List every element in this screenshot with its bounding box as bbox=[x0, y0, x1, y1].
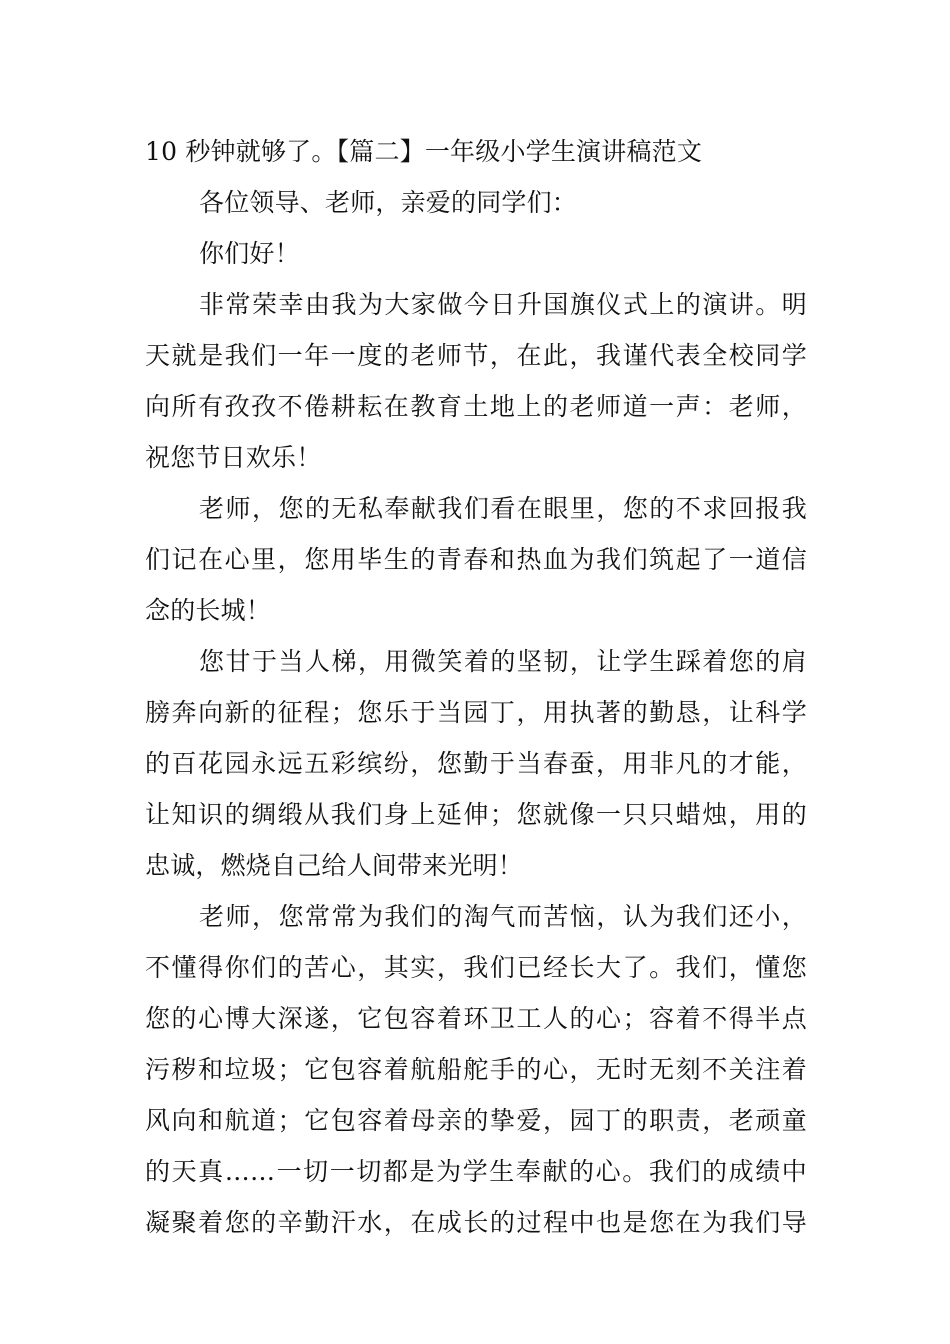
text-line: 向所有孜孜不倦耕耘在教育土地上的老师道一声：老师， bbox=[145, 392, 807, 421]
text-line: 念的长城！ bbox=[145, 596, 272, 625]
text-line: 老师，您常常为我们的淘气而苦恼，认为我们还小， bbox=[199, 902, 807, 931]
text-line: 非常荣幸由我为大家做今日升国旗仪式上的演讲。明 bbox=[199, 290, 807, 319]
document-body bbox=[145, 126, 807, 1248]
text-line: 不懂得你们的苦心，其实，我们已经长大了。我们，懂您 bbox=[145, 953, 807, 982]
text-line: 10 秒钟就够了。【篇二】一年级小学生演讲稿范文 bbox=[145, 137, 703, 166]
text-line: 让知识的绸缎从我们身上延伸；您就像一只只蜡烛，用的 bbox=[145, 800, 807, 829]
text-line: 忠诚，燃烧自己给人间带来光明！ bbox=[145, 851, 524, 880]
text-line: 老师，您的无私奉献我们看在眼里，您的不求回报我 bbox=[199, 494, 807, 523]
text-line: 膀奔向新的征程；您乐于当园丁，用执著的勤恳，让科学 bbox=[145, 698, 807, 727]
text-line: 您的心博大深遂，它包容着环卫工人的心；容着不得半点 bbox=[145, 1004, 807, 1033]
text-line: 天就是我们一年一度的老师节，在此，我谨代表全校同学 bbox=[145, 341, 807, 370]
text-line: 风向和航道；它包容着母亲的挚爱，园丁的职责，老顽童 bbox=[145, 1106, 807, 1135]
text-line: 的天真……一切一切都是为学生奉献的心。我们的成绩中 bbox=[145, 1157, 807, 1186]
text-line: 污秽和垃圾；它包容着航船舵手的心，无时无刻不关注着 bbox=[145, 1055, 807, 1084]
text-line: 凝聚着您的辛勤汗水，在成长的过程中也是您在为我们导 bbox=[145, 1208, 807, 1237]
text-line: 的百花园永远五彩缤纷，您勤于当春蚕，用非凡的才能， bbox=[145, 749, 807, 778]
greeting-line: 你们好！ bbox=[199, 239, 300, 268]
text-line: 您甘于当人梯，用微笑着的坚韧，让学生踩着您的肩 bbox=[199, 647, 807, 676]
text-line: 祝您节日欢乐！ bbox=[145, 443, 322, 472]
salutation-line: 各位领导、老师，亲爱的同学们： bbox=[199, 188, 578, 217]
text-line: 们记在心里，您用毕生的青春和热血为我们筑起了一道信 bbox=[145, 545, 807, 574]
